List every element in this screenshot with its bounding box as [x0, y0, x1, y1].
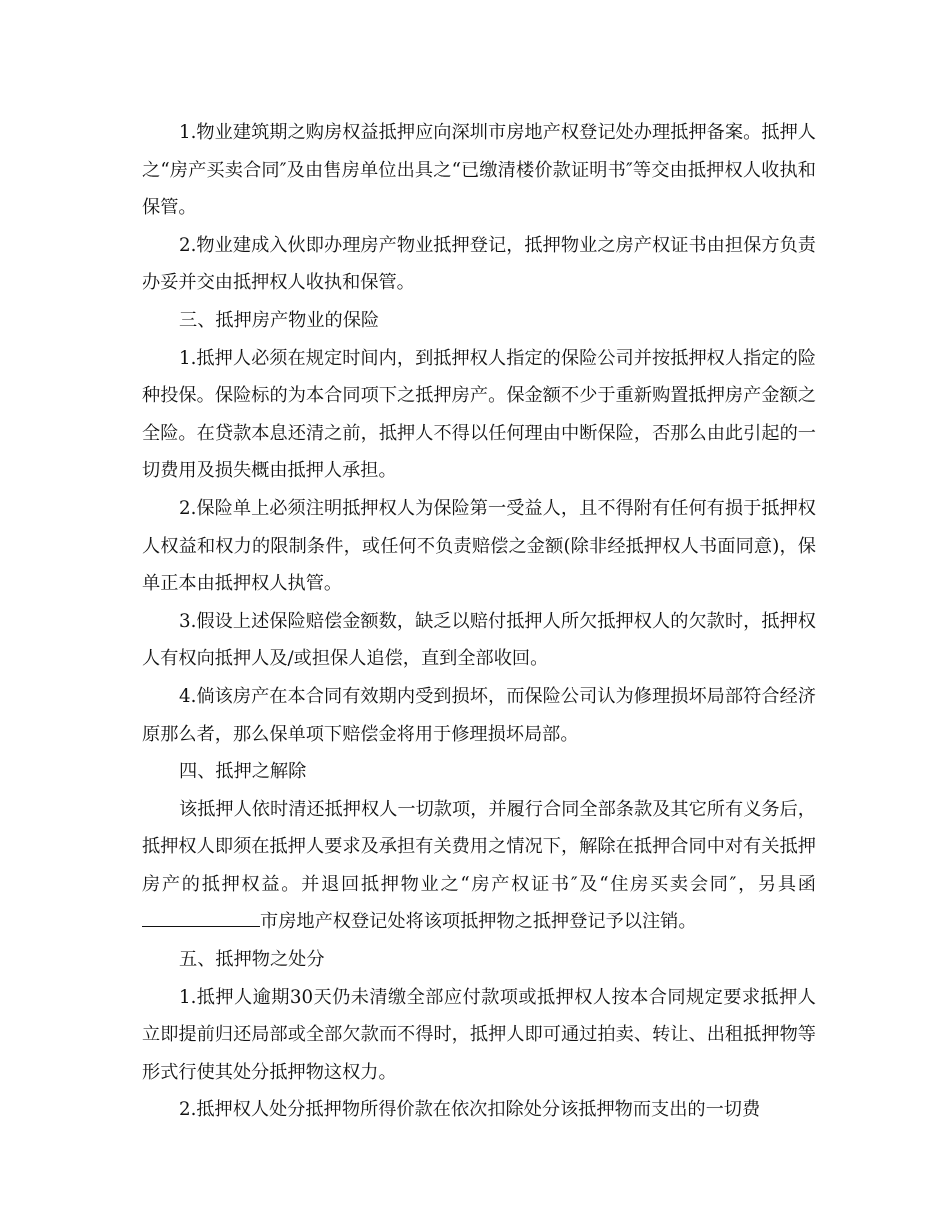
paragraph-5-1: 1.抵押人逾期30天仍未清缴全部应付款项或抵押权人按本合同规定要求抵押人立即提前归还局部或全部欠款而不得时，抵押人即可通过拍卖、转让、出租抵押物等形式行使其处分抵押物这权力。: [142, 986, 816, 1083]
paragraph-4-1-text-before: 该抵押人依时清还抵押权人一切款项，并履行合同全部条款及其它所有义务后，抵押权人即须在抵押人要求及承担有关费用之情况下，解除在抵押合同中对有关抵押房产的抵押权益。并退回抵押物业之“房产权证书″及“住房买卖会同″，另具函: [142, 798, 816, 895]
section-heading-3: 三、抵押房产物业的保险: [179, 309, 380, 331]
section-heading-4: 四、抵押之解除: [179, 761, 307, 783]
paragraph-3-2: 2.保险单上必须注明抵押权人为保险第一受益人，且不得附有任何有损于抵押权人权益和权力的限制条件，或任何不负责赔偿之金额(除非经抵押权人书面同意)，保单正本由抵押权人执管。: [142, 497, 816, 595]
paragraph-3-1: 1.抵押人必须在规定时间内，到抵押权人指定的保险公司并按抵押权人指定的险种投保。保险标的为本合同项下之抵押房产。保金额不少于重新购置抵押房产金额之全险。在贷款本息还清之前，抵押人不得以任何理由中断保险，否那么由此引起的一切费用及损失概由抵押人承担。: [142, 347, 816, 482]
paragraph-3-3: 3.假设上述保险赔偿金额数，缺乏以赔付抵押人所欠抵押权人的欠款时，抵押权人有权向抵押人及/或担保人追偿，直到全部收回。: [142, 610, 816, 670]
paragraph-4-1-text-after: 市房地产权登记处将该项抵押物之抵押登记予以注销。: [260, 911, 697, 933]
paragraph-4-1: [142, 791, 816, 941]
section-heading-5: 五、抵押物之处分: [179, 949, 325, 971]
paragraph-2-2: 2.物业建成入伙即办理房产物业抵押登记，抵押物业之房产权证书由担保方负责办妥并交由抵押权人收执和保管。: [142, 234, 816, 294]
paragraph-2-1: 1.物业建筑期之购房权益抵押应向深圳市房地产权登记处办理抵押备案。抵押人之“房产买卖合同″及由售房单位出具之“已缴清楼价款证明书″等交由抵押权人收执和保管。: [142, 122, 816, 219]
paragraph-3-4: 4.倘该房产在本合同有效期内受到损坏，而保险公司认为修理损坏局部符合经济原那么者，那么保单项下赔偿金将用于修理损坏局部。: [142, 685, 816, 745]
paragraph-5-2: 2.抵押权人处分抵押物所得价款在依次扣除处分该抵押物而支出的一切费: [179, 1099, 761, 1121]
document-body: [142, 114, 816, 1129]
fill-in-blank: [142, 925, 260, 927]
